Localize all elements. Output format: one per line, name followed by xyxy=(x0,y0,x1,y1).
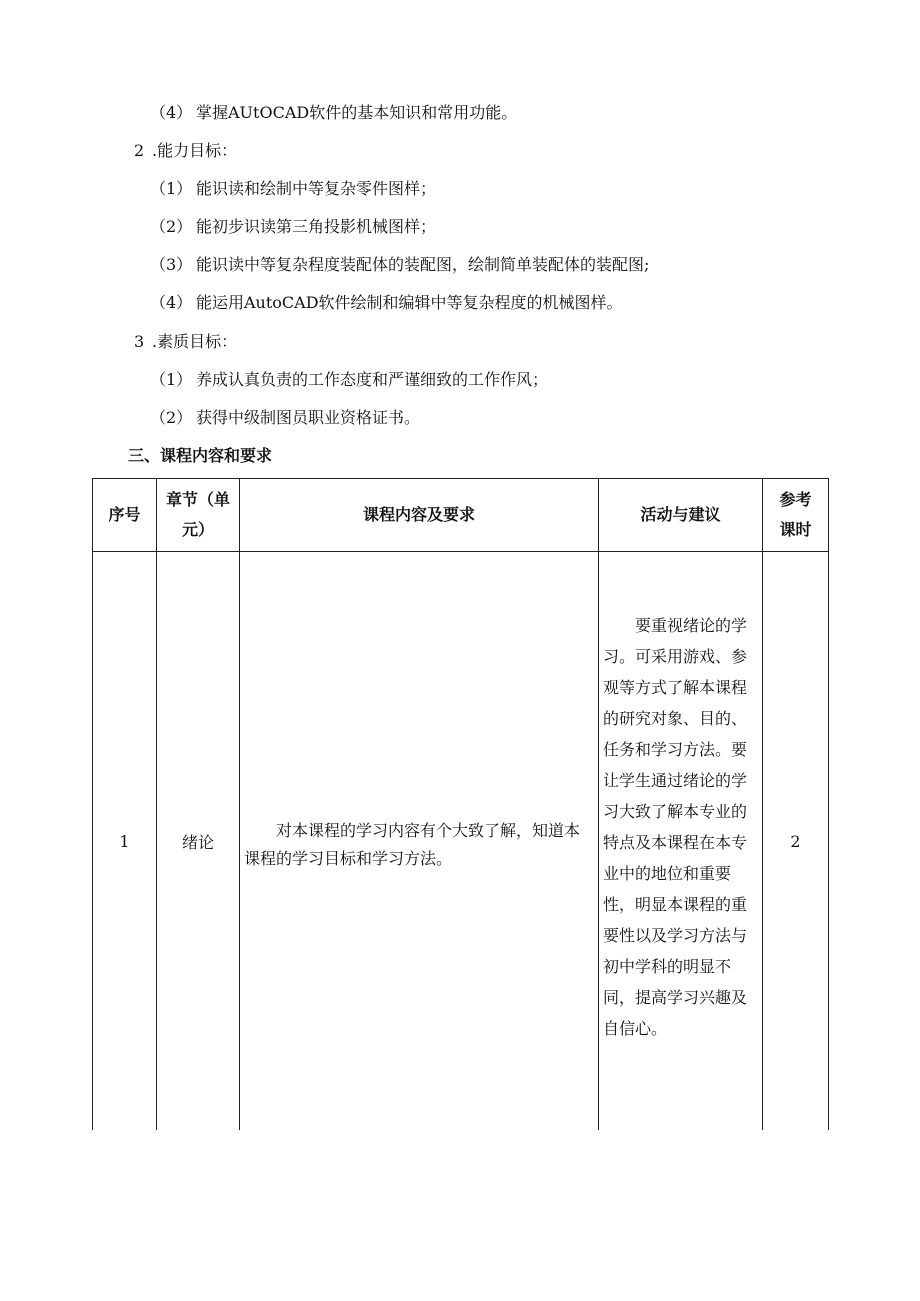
row-hours: 2 xyxy=(763,552,829,1131)
header-content: 课程内容及要求 xyxy=(240,479,599,552)
section-heading: 三、课程内容和要求 xyxy=(128,446,273,465)
row-activity: 要重视绪论的学习。可采用游戏、参观等方式了解本课程的研究对象、目的、任务和学习方法。要让学生通过绪论的学习大致了解本专业的特点及本课程在本专业中的地位和重要性，明显本课程的重要性以及学习方法与初中学科的明显不同，提高学习兴趣及自信心。 xyxy=(603,616,748,1038)
header-chapter: 章节（单元） xyxy=(157,479,240,552)
row-seq: 1 xyxy=(93,552,157,1131)
header-hours: 参考课时 xyxy=(763,479,829,552)
row-chapter: 绪论 xyxy=(157,552,240,1131)
table-header-row xyxy=(93,479,829,552)
course-content-table xyxy=(92,478,829,1130)
header-seq: 序号 xyxy=(93,479,157,552)
header-activity: 活动与建议 xyxy=(599,479,763,552)
row-content: 对本课程的学习内容有个大致了解，知道本课程的学习目标和学习方法。 xyxy=(244,821,581,868)
row-content-cell xyxy=(240,552,599,1131)
row-activity-cell xyxy=(599,552,763,1131)
table-row xyxy=(93,552,829,1131)
